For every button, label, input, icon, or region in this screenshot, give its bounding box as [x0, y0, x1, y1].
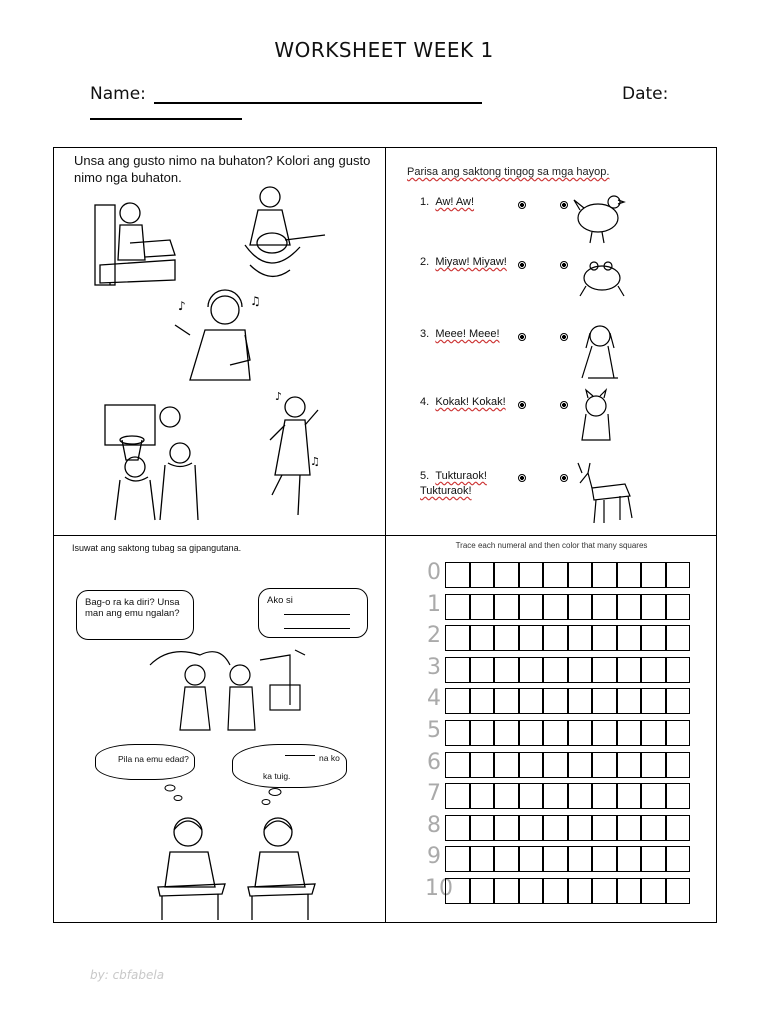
- color-square[interactable]: [445, 878, 470, 904]
- animal-illustrations: [570, 188, 640, 533]
- color-square[interactable]: [470, 657, 495, 683]
- color-square[interactable]: [519, 783, 544, 809]
- color-square[interactable]: [666, 720, 691, 746]
- color-square[interactable]: [543, 688, 568, 714]
- match-number: 3.: [420, 328, 430, 340]
- color-square[interactable]: [641, 594, 666, 620]
- color-square[interactable]: [445, 657, 470, 683]
- match-dot-right[interactable]: [560, 474, 568, 482]
- color-square[interactable]: [445, 594, 470, 620]
- color-square[interactable]: [543, 562, 568, 588]
- color-square[interactable]: [470, 625, 495, 651]
- match-row: [420, 256, 507, 268]
- color-square[interactable]: [641, 562, 666, 588]
- name-label: Name:: [90, 84, 146, 104]
- color-square[interactable]: [592, 752, 617, 778]
- color-square[interactable]: [568, 720, 593, 746]
- color-square[interactable]: [494, 752, 519, 778]
- color-square[interactable]: [617, 720, 642, 746]
- trace-numeral[interactable]: 10: [425, 876, 453, 901]
- color-square[interactable]: [641, 783, 666, 809]
- color-square[interactable]: [543, 752, 568, 778]
- frog-illustration: [580, 262, 624, 296]
- color-square[interactable]: [666, 688, 691, 714]
- children-talking-illustration: [140, 645, 340, 740]
- thought-bubble-dots: [160, 780, 290, 810]
- answer-blank-line-1[interactable]: [284, 614, 350, 615]
- match-row: [420, 469, 490, 499]
- color-square[interactable]: [666, 846, 691, 872]
- color-square[interactable]: [592, 846, 617, 872]
- color-square[interactable]: [617, 562, 642, 588]
- color-square[interactable]: [568, 688, 593, 714]
- color-square[interactable]: [568, 815, 593, 841]
- match-number: 4.: [420, 396, 430, 408]
- color-square[interactable]: [666, 752, 691, 778]
- match-number: 2.: [420, 256, 430, 268]
- color-square[interactable]: [470, 562, 495, 588]
- color-square[interactable]: [641, 625, 666, 651]
- match-number: 5.: [420, 470, 430, 482]
- match-sound-text: Kokak! Kokak!: [435, 396, 506, 408]
- color-square[interactable]: [470, 594, 495, 620]
- age-blank-line[interactable]: [285, 755, 315, 756]
- trace-numeral[interactable]: 3: [427, 654, 441, 680]
- chicken-illustration: [574, 196, 624, 243]
- svg-text:♪: ♪: [275, 390, 283, 403]
- name-blank-line[interactable]: [154, 86, 482, 104]
- color-square[interactable]: [470, 688, 495, 714]
- basketball-illustration: [105, 405, 198, 520]
- color-square[interactable]: [494, 720, 519, 746]
- color-square[interactable]: [543, 846, 568, 872]
- color-square[interactable]: [543, 720, 568, 746]
- girl-dancing-illustration: [270, 390, 320, 515]
- color-square[interactable]: [470, 878, 495, 904]
- color-square[interactable]: [494, 878, 519, 904]
- match-dot-right[interactable]: [560, 401, 568, 409]
- match-dot-right[interactable]: [560, 261, 568, 269]
- answer-prefix: Ako si: [267, 595, 293, 606]
- color-square[interactable]: [543, 625, 568, 651]
- color-square[interactable]: [445, 815, 470, 841]
- match-sound-text: Miyaw! Miyaw!: [435, 256, 507, 268]
- color-square[interactable]: [543, 815, 568, 841]
- worksheet-title: WORKSHEET WEEK 1: [274, 38, 494, 62]
- numeral-row: [425, 591, 695, 620]
- girl-reading-illustration: [95, 203, 175, 285]
- color-square[interactable]: [519, 815, 544, 841]
- color-square[interactable]: [617, 752, 642, 778]
- color-square[interactable]: [445, 783, 470, 809]
- color-square[interactable]: [519, 878, 544, 904]
- color-square[interactable]: [568, 625, 593, 651]
- color-square[interactable]: [494, 657, 519, 683]
- color-square[interactable]: [617, 625, 642, 651]
- date-blank-line[interactable]: [90, 118, 242, 120]
- color-square[interactable]: [543, 657, 568, 683]
- color-square[interactable]: [494, 783, 519, 809]
- color-square[interactable]: [470, 815, 495, 841]
- numeral-row: [425, 846, 695, 872]
- trace-numeral[interactable]: 8: [427, 812, 441, 838]
- color-square[interactable]: [470, 783, 495, 809]
- speech-bubble-answer: [258, 588, 368, 638]
- color-square[interactable]: [666, 625, 691, 651]
- date-label: Date:: [622, 84, 669, 104]
- color-square[interactable]: [666, 657, 691, 683]
- color-square[interactable]: [641, 688, 666, 714]
- trace-numeral[interactable]: 0: [427, 560, 441, 585]
- color-square[interactable]: [543, 783, 568, 809]
- dog-illustration: [582, 326, 618, 378]
- color-square[interactable]: [666, 815, 691, 841]
- match-number: 1.: [420, 196, 430, 208]
- color-square[interactable]: [494, 846, 519, 872]
- numeral-row: [425, 812, 695, 841]
- author-credit: by: cbfabela: [90, 968, 165, 982]
- color-square[interactable]: [568, 752, 593, 778]
- color-square[interactable]: [543, 878, 568, 904]
- match-row: [420, 328, 500, 340]
- color-square[interactable]: [641, 815, 666, 841]
- color-square[interactable]: [617, 783, 642, 809]
- color-square[interactable]: [592, 688, 617, 714]
- color-square[interactable]: [592, 562, 617, 588]
- match-dot-left[interactable]: [518, 261, 526, 269]
- match-dot-left[interactable]: [518, 201, 526, 209]
- color-square[interactable]: [519, 720, 544, 746]
- color-square[interactable]: [617, 815, 642, 841]
- trace-numeral[interactable]: 5: [427, 718, 441, 743]
- color-square[interactable]: [592, 878, 617, 904]
- matching-instruction: Parisa ang saktong tingog sa mga hayop.: [407, 166, 610, 178]
- color-square[interactable]: [445, 688, 470, 714]
- match-dot-left[interactable]: [518, 333, 526, 341]
- color-square[interactable]: [568, 878, 593, 904]
- tracing-instruction: Trace each numeral and then color that many squares: [455, 541, 648, 550]
- trace-numeral[interactable]: 9: [427, 844, 441, 870]
- color-square[interactable]: [568, 846, 593, 872]
- color-square[interactable]: [470, 752, 495, 778]
- name-field[interactable]: [90, 84, 482, 104]
- goat-illustration: [578, 463, 632, 523]
- color-square[interactable]: [494, 562, 519, 588]
- color-square[interactable]: [568, 657, 593, 683]
- color-square[interactable]: [519, 562, 544, 588]
- svg-text:♫: ♫: [310, 455, 320, 468]
- match-dot-right[interactable]: [560, 201, 568, 209]
- trace-numeral[interactable]: 7: [427, 781, 441, 807]
- activities-instruction: Unsa ang gusto nimo na buhaton? Kolori ang gusto nimo nga buhaton.: [74, 153, 371, 185]
- color-square[interactable]: [445, 720, 470, 746]
- color-square[interactable]: [568, 562, 593, 588]
- numeral-row: [425, 783, 695, 809]
- color-square[interactable]: [592, 625, 617, 651]
- speech-bubble-question: Bag-o ra ka diri? Unsa man ang emu ngalan?: [76, 590, 194, 640]
- color-square[interactable]: [494, 594, 519, 620]
- color-square[interactable]: [519, 657, 544, 683]
- boy-headphones-illustration: [175, 290, 261, 380]
- match-dot-left[interactable]: [518, 474, 526, 482]
- match-sound-text: Meee! Meee!: [435, 328, 500, 340]
- numeral-row: [425, 688, 695, 714]
- match-dot-right[interactable]: [560, 333, 568, 341]
- numeral-row: [425, 562, 695, 588]
- color-square[interactable]: [445, 846, 470, 872]
- color-square[interactable]: [666, 878, 691, 904]
- match-row: [420, 196, 474, 208]
- color-square[interactable]: [519, 752, 544, 778]
- color-square[interactable]: [592, 815, 617, 841]
- color-square[interactable]: [592, 720, 617, 746]
- color-square[interactable]: [617, 878, 642, 904]
- color-square[interactable]: [641, 720, 666, 746]
- activity-illustrations: [60, 185, 380, 530]
- color-square[interactable]: [470, 846, 495, 872]
- numeral-row: [425, 654, 695, 683]
- answer-blank-line-2[interactable]: [284, 628, 350, 629]
- color-square[interactable]: [641, 878, 666, 904]
- color-square[interactable]: [641, 846, 666, 872]
- color-square[interactable]: [617, 594, 642, 620]
- woman-guitar-illustration: [245, 187, 325, 276]
- children-at-desks-illustration: [150, 812, 320, 922]
- color-square[interactable]: [568, 783, 593, 809]
- match-dot-left[interactable]: [518, 401, 526, 409]
- color-square[interactable]: [445, 625, 470, 651]
- color-square[interactable]: [666, 783, 691, 809]
- color-square[interactable]: [519, 594, 544, 620]
- numeral-row: [425, 625, 695, 651]
- color-square[interactable]: [470, 720, 495, 746]
- trace-numeral[interactable]: 2: [427, 623, 441, 649]
- match-row: [420, 396, 506, 408]
- svg-text:♫: ♫: [250, 294, 261, 308]
- color-square[interactable]: [494, 625, 519, 651]
- color-square[interactable]: [494, 688, 519, 714]
- age-answer-end: ka tuig.: [263, 771, 291, 781]
- cat-illustration: [582, 390, 610, 440]
- color-square[interactable]: [568, 594, 593, 620]
- svg-text:♪: ♪: [178, 299, 186, 313]
- match-sound-text: Aw! Aw!: [435, 196, 475, 208]
- color-square[interactable]: [592, 594, 617, 620]
- conversation-instruction: Isuwat ang saktong tubag sa gipangutana.: [72, 543, 242, 553]
- color-square[interactable]: [617, 657, 642, 683]
- color-square[interactable]: [592, 783, 617, 809]
- color-square[interactable]: [641, 752, 666, 778]
- age-answer-suffix: na ko: [319, 753, 340, 763]
- color-square[interactable]: [519, 688, 544, 714]
- color-square[interactable]: [666, 594, 691, 620]
- grid-divider-horizontal: [53, 535, 717, 536]
- thought-cloud-age-question: Pila na emu edad?: [95, 744, 195, 780]
- color-square[interactable]: [592, 657, 617, 683]
- numeral-row: [425, 720, 695, 746]
- color-square[interactable]: [445, 562, 470, 588]
- trace-numeral[interactable]: 6: [427, 749, 441, 775]
- color-square[interactable]: [519, 625, 544, 651]
- color-square[interactable]: [519, 846, 544, 872]
- numeral-row: [425, 749, 695, 778]
- color-square[interactable]: [666, 562, 691, 588]
- color-square[interactable]: [494, 815, 519, 841]
- color-square[interactable]: [445, 752, 470, 778]
- color-square[interactable]: [543, 594, 568, 620]
- numeral-row: [425, 878, 695, 904]
- color-square[interactable]: [641, 657, 666, 683]
- trace-numeral[interactable]: 4: [427, 686, 441, 712]
- color-square[interactable]: [617, 846, 642, 872]
- color-square[interactable]: [617, 688, 642, 714]
- trace-numeral[interactable]: 1: [427, 591, 441, 617]
- match-sound-text: Tukturaok! Tukturaok!: [420, 470, 487, 497]
